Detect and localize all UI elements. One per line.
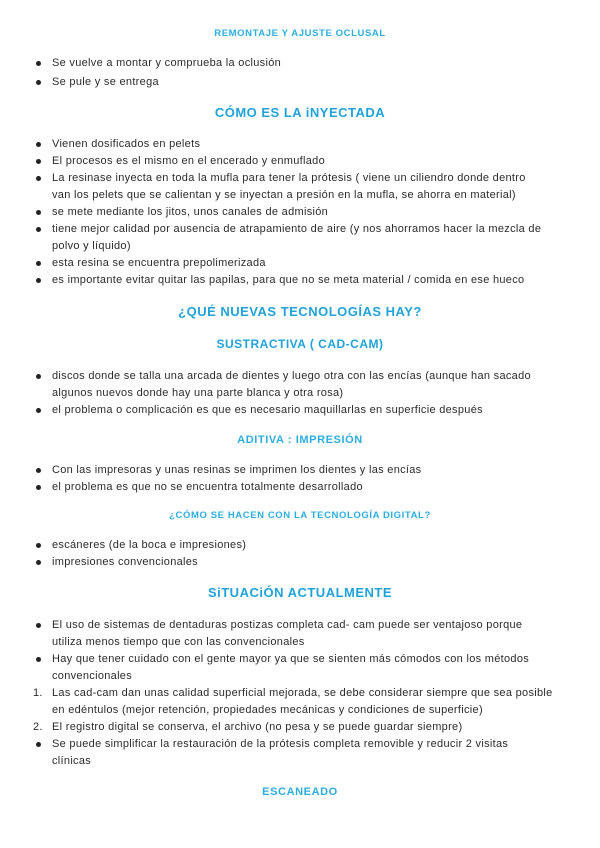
list-item-text: Vienen dosificados en pelets bbox=[52, 138, 201, 150]
list-item bbox=[0, 462, 590, 479]
list-item bbox=[0, 537, 590, 554]
bullet-list bbox=[0, 368, 590, 419]
bullet-icon bbox=[36, 742, 41, 747]
list-item bbox=[0, 221, 590, 255]
section-heading-tecnologias: ¿QUÉ NUEVAS TECNOLOGÍAS HAY? bbox=[178, 304, 422, 319]
bullet-icon bbox=[36, 374, 41, 379]
subsection-heading-sustractiva: SUSTRACTIVA ( CAD-CAM) bbox=[216, 337, 384, 351]
list-item bbox=[0, 170, 590, 204]
section-heading-situacion: SiTUACiÓN ACTUALMENTE bbox=[207, 585, 393, 600]
subsection-heading-digital: ¿CÓMO SE HACEN CON LA TECNOLOGÍA DIGITAL? bbox=[169, 510, 431, 521]
list-item bbox=[0, 736, 590, 770]
subsection-heading-aditiva: ADITIVA : IMPRESIÓN bbox=[237, 434, 363, 446]
list-item bbox=[0, 272, 590, 289]
list-item bbox=[0, 74, 590, 91]
list-item-text: es importante evitar quitar las papilas, para que no se meta material / comida en ese hueco bbox=[52, 274, 525, 286]
bullet-icon bbox=[36, 159, 41, 164]
bullet-icon bbox=[36, 80, 41, 85]
list-item-text: El uso de sistemas de dentaduras postizas completa cad- cam puede ser ventajoso porque utiliza menos tiempo que con las convencionales bbox=[52, 619, 523, 648]
list-item-text: Se vuelve a montar y comprueba la oclusión bbox=[52, 57, 282, 69]
bullet-icon bbox=[36, 261, 41, 266]
list-item-text: Se pule y se entrega bbox=[52, 76, 159, 88]
list-item-text: Hay que tener cuidado con el gente mayor ya que se sienten más cómodos con los métodos convencionales bbox=[52, 653, 530, 682]
list-item bbox=[0, 153, 590, 170]
section-heading-remontaje: REMONTAJE Y AJUSTE OCLUSAL bbox=[214, 28, 386, 39]
list-number: 2. bbox=[33, 721, 43, 733]
list-item-text: El procesos es el mismo en el encerado y enmuflado bbox=[52, 155, 326, 167]
bullet-icon bbox=[36, 210, 41, 215]
bullet-list bbox=[0, 136, 590, 289]
bullet-list bbox=[0, 55, 590, 91]
list-item-text: Las cad-cam dan unas calidad superficial mejorada, se debe considerar siempre que sea posible en edéntulos (mejor retención, propiedades mecánicas y condiciones de superficie) bbox=[52, 687, 553, 716]
section-heading-escaneado: ESCANEADO bbox=[262, 786, 338, 798]
section-heading-inyectada: CÓMO ES LA iNYECTADA bbox=[214, 105, 386, 120]
list-item-text: Con las impresoras y unas resinas se imprimen los dientes y las encías bbox=[52, 464, 422, 476]
list-item-text: esta resina se encuentra prepolimerizada bbox=[52, 257, 266, 269]
bullet-icon bbox=[36, 142, 41, 147]
list-item-text: impresiones convencionales bbox=[52, 556, 198, 568]
list-item bbox=[0, 368, 590, 402]
list-item bbox=[0, 617, 590, 651]
list-item bbox=[0, 402, 590, 419]
bullet-icon bbox=[36, 278, 41, 283]
list-item bbox=[0, 651, 590, 685]
bullet-icon bbox=[36, 61, 41, 66]
list-item-text: escáneres (de la boca e impresiones) bbox=[52, 539, 247, 551]
bullet-icon bbox=[36, 485, 41, 490]
list-item bbox=[0, 554, 590, 571]
list-number: 1. bbox=[33, 687, 43, 699]
bullet-icon bbox=[36, 543, 41, 548]
list-item-text: discos donde se talla una arcada de dientes y luego otra con las encías (aunque han sacado algunos nuevos donde hay una parte blanca y otra rosa) bbox=[52, 370, 531, 399]
bullet-list bbox=[0, 537, 590, 571]
list-item-text: tiene mejor calidad por ausencia de atrapamiento de aire (y nos ahorramos hacer la mezcla de polvo y líquido) bbox=[52, 223, 542, 252]
mixed-list bbox=[0, 617, 590, 770]
list-item bbox=[0, 136, 590, 153]
list-item-text: La resinase inyecta en toda la mufla para tener la prótesis ( viene un ciliendro donde dentro van los pelets que se calientan y se inyectan a presión en la mufla, se ahorra en material) bbox=[52, 172, 526, 201]
list-item-text: el problema o complicación es que es necesario maquillarlas en superficie después bbox=[52, 404, 483, 416]
list-item-text: Se puede simplificar la restauración de la prótesis completa removible y reducir 2 visitas clínicas bbox=[52, 738, 509, 767]
list-item bbox=[0, 479, 590, 496]
list-item bbox=[0, 204, 590, 221]
list-item-text: se mete mediante los jitos, unos canales de admisión bbox=[52, 206, 329, 218]
list-item bbox=[0, 55, 590, 72]
bullet-icon bbox=[36, 560, 41, 565]
bullet-icon bbox=[36, 176, 41, 181]
bullet-icon bbox=[36, 468, 41, 473]
list-item-text: El registro digital se conserva, el archivo (no pesa y se puede guardar siempre) bbox=[52, 721, 463, 733]
list-item bbox=[0, 255, 590, 272]
numbered-list-item bbox=[0, 719, 590, 736]
list-item-text: el problema es que no se encuentra totalmente desarrollado bbox=[52, 481, 363, 493]
bullet-icon bbox=[36, 227, 41, 232]
bullet-icon bbox=[36, 657, 41, 662]
bullet-list bbox=[0, 462, 590, 496]
bullet-icon bbox=[36, 623, 41, 628]
numbered-list-item bbox=[0, 685, 590, 719]
bullet-icon bbox=[36, 408, 41, 413]
